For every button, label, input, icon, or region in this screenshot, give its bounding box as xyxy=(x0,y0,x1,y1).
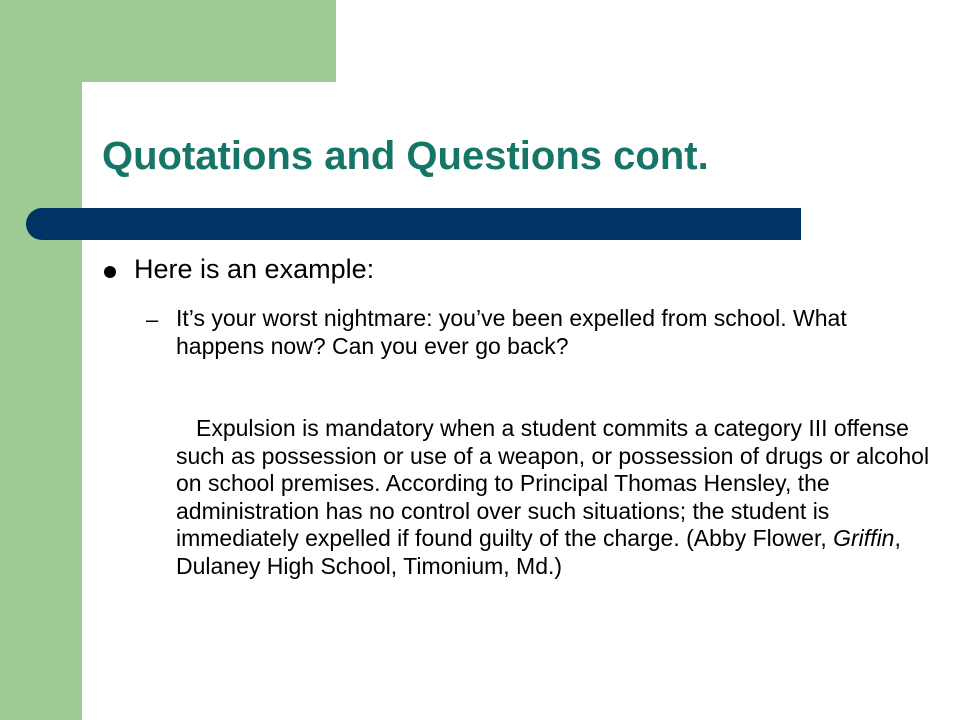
example-quote xyxy=(176,415,936,581)
slide-title: Quotations and Questions cont. xyxy=(102,134,709,178)
quote-text-end: , Dulaney High School, Timonium, Md.) xyxy=(176,525,901,579)
bullet-dot-icon xyxy=(104,266,116,278)
sub-bullet-text: It’s your worst nightmare: you’ve been expelled from school. What happens now? Can you ever go back? xyxy=(176,305,847,359)
quote-publication-name: Griffin xyxy=(833,525,895,552)
bullet-text: Here is an example: xyxy=(134,254,375,284)
quote-text-start: Expulsion is mandatory when a student commits a category III offense such as possession or use of a weapon, or possession of drugs or alcohol on school premises. According to Principal Thomas Hensley, the administration has no control over such situations; the student is immediately expelled if found guilty of the charge. (Abby Flower, xyxy=(176,415,930,552)
decorative-green-top-band xyxy=(0,0,336,82)
decorative-green-sidebar xyxy=(0,0,82,720)
sub-bullet-dash: – xyxy=(146,307,159,332)
title-underline-bar xyxy=(26,208,801,240)
